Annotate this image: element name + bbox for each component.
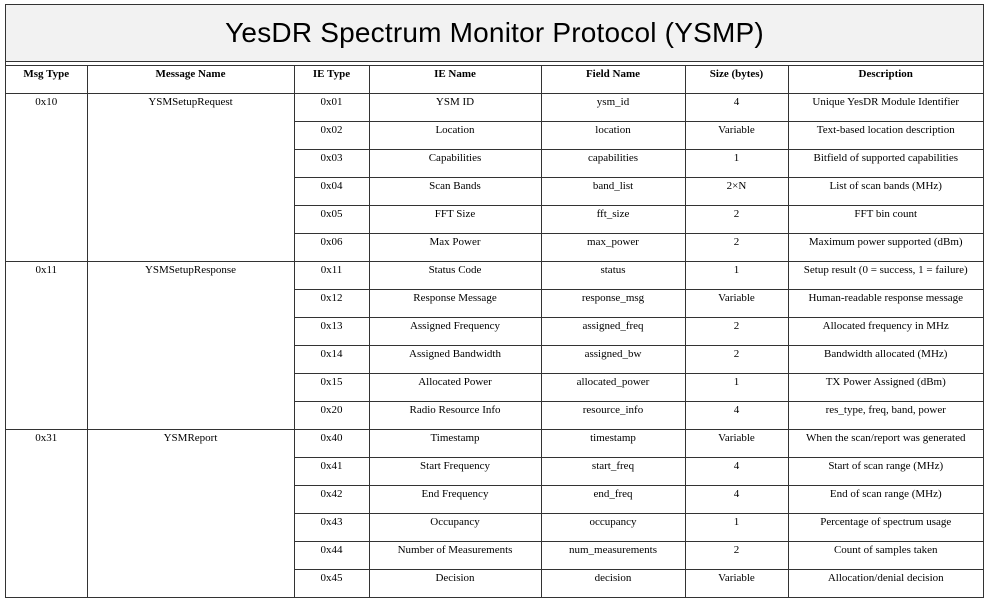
ie-type-cell: 0x11 [294,261,369,289]
field-name-cell: max_power [541,233,685,261]
ie-type-cell: 0x01 [294,93,369,121]
field-name-cell: ysm_id [541,93,685,121]
ie-name-cell: FFT Size [369,205,541,233]
header-cell: Size (bytes) [685,66,788,93]
description-cell: End of scan range (MHz) [788,485,983,513]
description-cell: Maximum power supported (dBm) [788,233,983,261]
ie-type-cell: 0x45 [294,569,369,597]
size-cell: 2 [685,205,788,233]
ie-name-cell: Assigned Bandwidth [369,345,541,373]
table-body [6,93,983,597]
ie-name-cell: Start Frequency [369,457,541,485]
ie-type-cell: 0x20 [294,401,369,429]
protocol-table [6,66,983,598]
header-cell: IE Name [369,66,541,93]
header-cell: Message Name [87,66,294,93]
size-cell: 2 [685,345,788,373]
size-cell: 4 [685,457,788,485]
ie-name-cell: Status Code [369,261,541,289]
description-cell: FFT bin count [788,205,983,233]
description-cell: Bitfield of supported capabilities [788,149,983,177]
msg-type-cell: 0x11 [6,261,87,429]
field-name-cell: occupancy [541,513,685,541]
field-name-cell: status [541,261,685,289]
ie-name-cell: Occupancy [369,513,541,541]
size-cell: 2 [685,541,788,569]
ie-name-cell: Allocated Power [369,373,541,401]
page-title: YesDR Spectrum Monitor Protocol (YSMP) [225,17,764,48]
ie-name-cell: Number of Measurements [369,541,541,569]
size-cell: 1 [685,261,788,289]
table-row [6,429,983,457]
field-name-cell: assigned_freq [541,317,685,345]
header-row [6,66,983,93]
field-name-cell: response_msg [541,289,685,317]
size-cell: 2 [685,233,788,261]
ie-name-cell: YSM ID [369,93,541,121]
ie-name-cell: Assigned Frequency [369,317,541,345]
ie-name-cell: Decision [369,569,541,597]
field-name-cell: allocated_power [541,373,685,401]
field-name-cell: timestamp [541,429,685,457]
ie-type-cell: 0x04 [294,177,369,205]
description-cell: Allocation/denial decision [788,569,983,597]
description-cell: Text-based location description [788,121,983,149]
msg-type-cell: 0x10 [6,93,87,261]
description-cell: Allocated frequency in MHz [788,317,983,345]
header-cell: Msg Type [6,66,87,93]
ie-type-cell: 0x41 [294,457,369,485]
ie-type-cell: 0x03 [294,149,369,177]
ie-type-cell: 0x43 [294,513,369,541]
size-cell: 1 [685,149,788,177]
document-frame [5,4,984,598]
ie-type-cell: 0x44 [294,541,369,569]
description-cell: Bandwidth allocated (MHz) [788,345,983,373]
ie-name-cell: Scan Bands [369,177,541,205]
ie-name-cell: Capabilities [369,149,541,177]
field-name-cell: fft_size [541,205,685,233]
header-cell: IE Type [294,66,369,93]
ie-type-cell: 0x14 [294,345,369,373]
table-row [6,261,983,289]
ie-type-cell: 0x02 [294,121,369,149]
size-cell: 4 [685,485,788,513]
ie-name-cell: Location [369,121,541,149]
description-cell: Count of samples taken [788,541,983,569]
field-name-cell: start_freq [541,457,685,485]
ie-type-cell: 0x13 [294,317,369,345]
ie-name-cell: Radio Resource Info [369,401,541,429]
description-cell: When the scan/report was generated [788,429,983,457]
ie-name-cell: End Frequency [369,485,541,513]
field-name-cell: assigned_bw [541,345,685,373]
description-cell: TX Power Assigned (dBm) [788,373,983,401]
size-cell: 1 [685,513,788,541]
ie-type-cell: 0x40 [294,429,369,457]
table-row [6,93,983,121]
description-cell: res_type, freq, band, power [788,401,983,429]
message-name-cell: YSMSetupResponse [87,261,294,429]
field-name-cell: band_list [541,177,685,205]
ie-type-cell: 0x15 [294,373,369,401]
field-name-cell: resource_info [541,401,685,429]
field-name-cell: num_measurements [541,541,685,569]
description-cell: Setup result (0 = success, 1 = failure) [788,261,983,289]
field-name-cell: end_freq [541,485,685,513]
ie-name-cell: Timestamp [369,429,541,457]
ie-type-cell: 0x12 [294,289,369,317]
ie-name-cell: Max Power [369,233,541,261]
description-cell: List of scan bands (MHz) [788,177,983,205]
size-cell: 1 [685,373,788,401]
ie-type-cell: 0x42 [294,485,369,513]
msg-type-cell: 0x31 [6,429,87,597]
header-cell: Description [788,66,983,93]
size-cell: 4 [685,93,788,121]
size-cell: 2×N [685,177,788,205]
description-cell: Unique YesDR Module Identifier [788,93,983,121]
size-cell: Variable [685,289,788,317]
size-cell: 4 [685,401,788,429]
size-cell: Variable [685,121,788,149]
title-bar [6,5,983,62]
description-cell: Percentage of spectrum usage [788,513,983,541]
ie-type-cell: 0x06 [294,233,369,261]
field-name-cell: decision [541,569,685,597]
field-name-cell: capabilities [541,149,685,177]
message-name-cell: YSMReport [87,429,294,597]
size-cell: 2 [685,317,788,345]
field-name-cell: location [541,121,685,149]
header-cell: Field Name [541,66,685,93]
description-cell: Start of scan range (MHz) [788,457,983,485]
ie-type-cell: 0x05 [294,205,369,233]
description-cell: Human-readable response message [788,289,983,317]
ie-name-cell: Response Message [369,289,541,317]
size-cell: Variable [685,569,788,597]
size-cell: Variable [685,429,788,457]
message-name-cell: YSMSetupRequest [87,93,294,261]
